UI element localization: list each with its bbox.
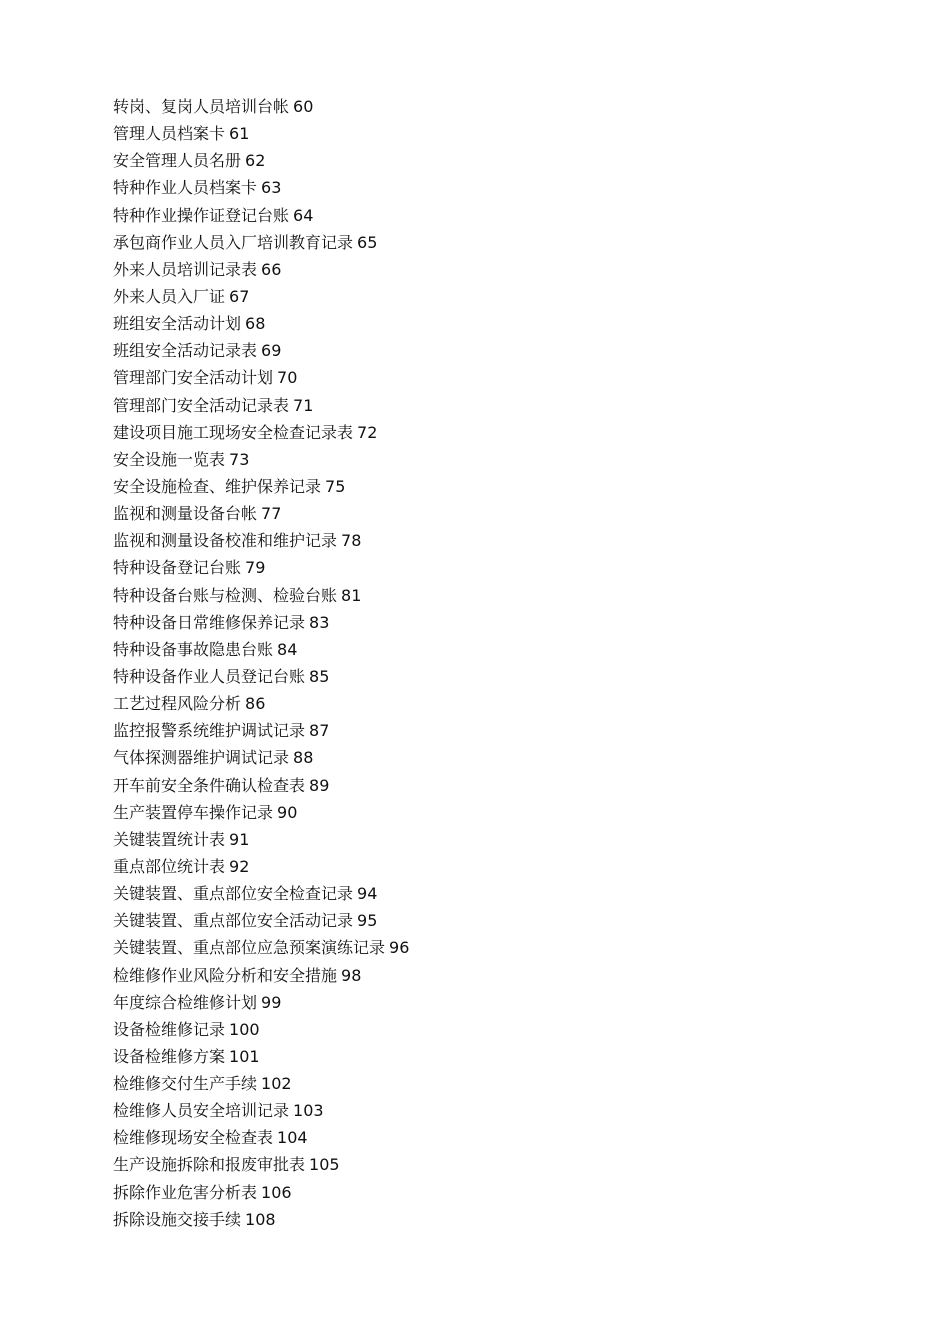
toc-entry-page-number: 77 xyxy=(261,504,282,524)
toc-entry-page-number: 102 xyxy=(261,1074,292,1094)
toc-entry-page-number: 64 xyxy=(293,205,314,225)
toc-entry-page-number: 91 xyxy=(229,829,250,849)
toc-entry-title: 关键装置、重点部位安全活动记录 xyxy=(113,911,354,931)
toc-entry-page-number: 68 xyxy=(245,314,266,334)
toc-entry-title: 拆除作业危害分析表 xyxy=(113,1182,258,1202)
toc-entry[interactable] xyxy=(113,229,409,256)
toc-entry[interactable] xyxy=(113,826,409,853)
toc-entry[interactable] xyxy=(113,609,409,636)
toc-entry-page-number: 66 xyxy=(261,259,282,279)
toc-entry-title: 安全设施一览表 xyxy=(113,449,226,469)
toc-entry-page-number: 86 xyxy=(245,694,266,714)
toc-entry[interactable] xyxy=(113,554,409,581)
toc-entry-title: 关键装置、重点部位应急预案演练记录 xyxy=(113,938,386,958)
toc-entry-page-number: 101 xyxy=(229,1046,260,1066)
toc-entry-title: 重点部位统计表 xyxy=(113,856,226,876)
toc-entry-page-number: 78 xyxy=(341,531,362,551)
toc-entry-title: 检维修交付生产手续 xyxy=(113,1074,258,1094)
toc-entry[interactable] xyxy=(113,690,409,717)
toc-entry[interactable] xyxy=(113,636,409,663)
toc-entry-title: 生产装置停车操作记录 xyxy=(113,802,274,822)
toc-entry-page-number: 81 xyxy=(341,585,362,605)
toc-entry-title: 班组安全活动记录表 xyxy=(113,341,258,361)
toc-entry-title: 气体探测器维护调试记录 xyxy=(113,748,290,768)
toc-entry-page-number: 75 xyxy=(325,476,346,496)
toc-entry-page-number: 96 xyxy=(389,938,410,958)
toc-entry-page-number: 73 xyxy=(229,449,250,469)
toc-entry[interactable] xyxy=(113,527,409,554)
toc-entry-page-number: 63 xyxy=(261,178,282,198)
toc-entry[interactable] xyxy=(113,120,409,147)
toc-entry[interactable] xyxy=(113,310,409,337)
toc-entry[interactable] xyxy=(113,880,409,907)
toc-entry[interactable] xyxy=(113,582,409,609)
toc-entry-page-number: 92 xyxy=(229,856,250,876)
toc-entry[interactable] xyxy=(113,717,409,744)
toc-entry-page-number: 83 xyxy=(309,612,330,632)
toc-entry[interactable] xyxy=(113,1043,409,1070)
toc-entry-title: 监视和测量设备校准和维护记录 xyxy=(113,531,338,551)
toc-entry-page-number: 94 xyxy=(357,884,378,904)
toc-entry-title: 外来人员培训记录表 xyxy=(113,259,258,279)
toc-entry-title: 工艺过程风险分析 xyxy=(113,694,242,714)
toc-entry[interactable] xyxy=(113,1206,409,1233)
toc-entry-title: 关键装置、重点部位安全检查记录 xyxy=(113,884,354,904)
toc-entry-title: 特种设备日常维修保养记录 xyxy=(113,612,306,632)
toc-entry[interactable] xyxy=(113,934,409,961)
toc-entry-title: 管理部门安全活动记录表 xyxy=(113,395,290,415)
toc-entry-page-number: 95 xyxy=(357,911,378,931)
toc-entry[interactable] xyxy=(113,202,409,229)
table-of-contents xyxy=(113,93,409,1233)
toc-entry[interactable] xyxy=(113,663,409,690)
toc-entry[interactable] xyxy=(113,147,409,174)
toc-entry-page-number: 85 xyxy=(309,666,330,686)
toc-entry-page-number: 103 xyxy=(293,1101,324,1121)
toc-entry[interactable] xyxy=(113,1124,409,1151)
toc-entry-page-number: 89 xyxy=(309,775,330,795)
toc-entry[interactable] xyxy=(113,1151,409,1178)
toc-entry[interactable] xyxy=(113,93,409,120)
toc-entry-page-number: 71 xyxy=(293,395,314,415)
toc-entry-title: 特种作业操作证登记台账 xyxy=(113,205,290,225)
toc-entry-page-number: 70 xyxy=(277,368,298,388)
toc-entry[interactable] xyxy=(113,772,409,799)
toc-entry[interactable] xyxy=(113,392,409,419)
toc-entry-title: 生产设施拆除和报废审批表 xyxy=(113,1155,306,1175)
toc-entry-page-number: 105 xyxy=(309,1155,340,1175)
toc-entry-title: 特种设备台账与检测、检验台账 xyxy=(113,585,338,605)
toc-entry-title: 管理部门安全活动计划 xyxy=(113,368,274,388)
toc-entry-title: 设备检维修方案 xyxy=(113,1046,226,1066)
toc-entry-title: 特种设备登记台账 xyxy=(113,558,242,578)
toc-entry-page-number: 100 xyxy=(229,1019,260,1039)
toc-entry-title: 监控报警系统维护调试记录 xyxy=(113,721,306,741)
toc-entry-title: 监视和测量设备台帐 xyxy=(113,504,258,524)
toc-entry[interactable] xyxy=(113,744,409,771)
toc-entry-page-number: 67 xyxy=(229,286,250,306)
toc-entry[interactable] xyxy=(113,1179,409,1206)
toc-entry-page-number: 69 xyxy=(261,341,282,361)
toc-entry-title: 检维修人员安全培训记录 xyxy=(113,1101,290,1121)
toc-entry-title: 安全管理人员名册 xyxy=(113,151,242,171)
toc-entry[interactable] xyxy=(113,1097,409,1124)
toc-entry-page-number: 99 xyxy=(261,992,282,1012)
toc-entry[interactable] xyxy=(113,337,409,364)
toc-entry[interactable] xyxy=(113,283,409,310)
toc-entry-title: 建设项目施工现场安全检查记录表 xyxy=(113,422,354,442)
toc-entry[interactable] xyxy=(113,853,409,880)
toc-entry-page-number: 88 xyxy=(293,748,314,768)
toc-entry[interactable] xyxy=(113,256,409,283)
toc-entry-page-number: 90 xyxy=(277,802,298,822)
toc-entry[interactable] xyxy=(113,364,409,391)
toc-entry-title: 关键装置统计表 xyxy=(113,829,226,849)
toc-entry-page-number: 87 xyxy=(309,721,330,741)
toc-entry-title: 安全设施检查、维护保养记录 xyxy=(113,476,322,496)
toc-entry[interactable] xyxy=(113,500,409,527)
toc-entry-title: 检维修现场安全检查表 xyxy=(113,1128,274,1148)
toc-entry-title: 承包商作业人员入厂培训教育记录 xyxy=(113,232,354,252)
toc-entry[interactable] xyxy=(113,174,409,201)
toc-entry-title: 检维修作业风险分析和安全措施 xyxy=(113,965,338,985)
toc-entry-title: 特种作业人员档案卡 xyxy=(113,178,258,198)
toc-entry[interactable] xyxy=(113,419,409,446)
toc-entry-title: 特种设备事故隐患台账 xyxy=(113,639,274,659)
toc-entry[interactable] xyxy=(113,473,409,500)
toc-entry[interactable] xyxy=(113,907,409,934)
toc-entry[interactable] xyxy=(113,446,409,473)
toc-entry[interactable] xyxy=(113,1070,409,1097)
toc-entry[interactable] xyxy=(113,1016,409,1043)
toc-entry-title: 特种设备作业人员登记台账 xyxy=(113,666,306,686)
toc-entry-title: 年度综合检维修计划 xyxy=(113,992,258,1012)
toc-entry-page-number: 72 xyxy=(357,422,378,442)
toc-entry-title: 开车前安全条件确认检查表 xyxy=(113,775,306,795)
toc-entry-page-number: 62 xyxy=(245,151,266,171)
toc-entry[interactable] xyxy=(113,799,409,826)
toc-entry-title: 拆除设施交接手续 xyxy=(113,1209,242,1229)
toc-entry-page-number: 61 xyxy=(229,124,250,144)
toc-entry-page-number: 79 xyxy=(245,558,266,578)
toc-entry-page-number: 84 xyxy=(277,639,298,659)
toc-entry[interactable] xyxy=(113,989,409,1016)
toc-entry-page-number: 106 xyxy=(261,1182,292,1202)
toc-entry-title: 设备检维修记录 xyxy=(113,1019,226,1039)
toc-entry-page-number: 65 xyxy=(357,232,378,252)
toc-entry-page-number: 98 xyxy=(341,965,362,985)
toc-entry-page-number: 104 xyxy=(277,1128,308,1148)
toc-entry-title: 管理人员档案卡 xyxy=(113,124,226,144)
toc-entry-title: 转岗、复岗人员培训台帐 xyxy=(113,97,290,116)
toc-entry-page-number: 108 xyxy=(245,1209,276,1229)
toc-entry-page-number: 60 xyxy=(293,97,314,116)
toc-entry[interactable] xyxy=(113,962,409,989)
toc-entry-title: 外来人员入厂证 xyxy=(113,286,226,306)
toc-entry-title: 班组安全活动计划 xyxy=(113,314,242,334)
